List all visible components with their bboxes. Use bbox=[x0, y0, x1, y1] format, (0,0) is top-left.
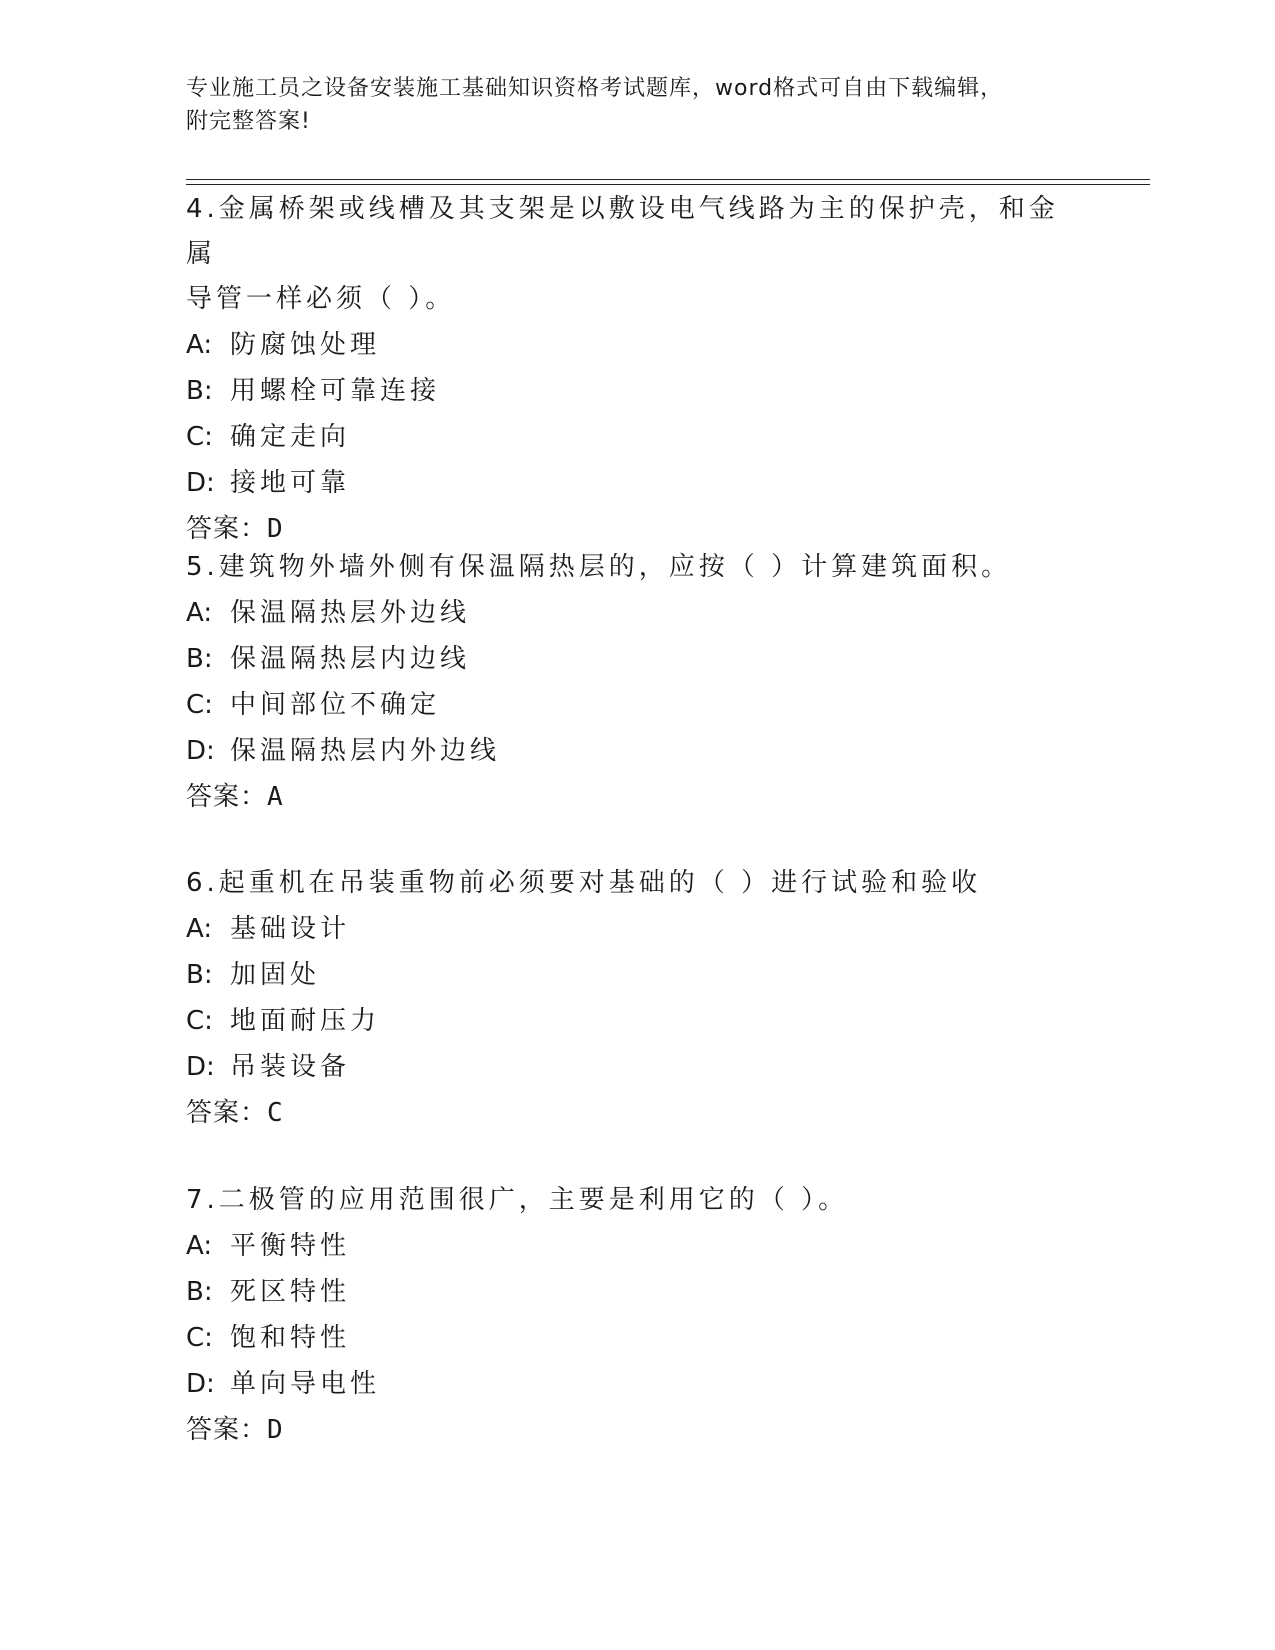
option-d bbox=[186, 460, 1086, 506]
answer-label: 答案： bbox=[186, 1098, 268, 1128]
answer-label: 答案： bbox=[186, 1415, 268, 1445]
option-text: 加固处 bbox=[230, 960, 321, 990]
option-letter: C: bbox=[186, 690, 213, 720]
question-6 bbox=[186, 861, 1086, 1136]
option-letter: B: bbox=[186, 376, 213, 406]
option-letter: D: bbox=[186, 1369, 215, 1399]
option-b bbox=[186, 636, 1086, 682]
option-text: 地面耐压力 bbox=[230, 1006, 381, 1036]
answer-label: 答案： bbox=[186, 782, 268, 812]
option-text: 吊装设备 bbox=[230, 1052, 351, 1082]
option-letter: A: bbox=[186, 598, 213, 628]
answer-value: C bbox=[267, 1098, 284, 1128]
option-b bbox=[186, 368, 1086, 414]
option-text: 死区特性 bbox=[230, 1277, 351, 1307]
option-letter: B: bbox=[186, 960, 213, 990]
option-text: 接地可靠 bbox=[230, 468, 351, 498]
option-letter: D: bbox=[186, 468, 215, 498]
option-text: 确定走向 bbox=[230, 422, 351, 452]
question-7 bbox=[186, 1178, 1086, 1453]
option-text: 中间部位不确定 bbox=[230, 690, 441, 720]
option-letter: B: bbox=[186, 644, 213, 674]
option-a bbox=[186, 322, 1086, 368]
question-text-line-1: 7.二极管的应用范围很广，主要是利用它的（ ）。 bbox=[186, 1185, 849, 1215]
option-letter: D: bbox=[186, 1052, 215, 1082]
question-text-line-1: 4.金属桥架或线槽及其支架是以敷设电气线路为主的保护壳，和金属 bbox=[186, 194, 1059, 269]
answer bbox=[186, 774, 1086, 820]
option-a bbox=[186, 590, 1086, 636]
option-text: 基础设计 bbox=[230, 914, 351, 944]
question-text-line-1: 5.建筑物外墙外侧有保温隔热层的，应按（ ）计算建筑面积。 bbox=[186, 552, 1012, 582]
option-c bbox=[186, 414, 1086, 460]
option-d bbox=[186, 1361, 1086, 1407]
question-text-line-1: 6.起重机在吊装重物前必须要对基础的（ ）进行试验和验收 bbox=[186, 868, 982, 898]
header-divider-top bbox=[186, 179, 1150, 180]
document-header bbox=[186, 72, 1086, 138]
option-letter: A: bbox=[186, 330, 213, 360]
answer bbox=[186, 1407, 1086, 1453]
option-letter: A: bbox=[186, 1231, 213, 1261]
option-text: 平衡特性 bbox=[230, 1231, 351, 1261]
option-b bbox=[186, 1269, 1086, 1315]
answer-label: 答案： bbox=[186, 514, 268, 544]
option-text: 保温隔热层内边线 bbox=[230, 644, 471, 674]
answer-value: D bbox=[267, 1415, 284, 1445]
option-b bbox=[186, 952, 1086, 998]
header-line-2: 附完整答案! bbox=[186, 109, 311, 134]
option-text: 用螺栓可靠连接 bbox=[230, 376, 441, 406]
answer bbox=[186, 1090, 1086, 1136]
option-c bbox=[186, 998, 1086, 1044]
option-letter: A: bbox=[186, 914, 213, 944]
option-text: 饱和特性 bbox=[230, 1323, 351, 1353]
option-letter: C: bbox=[186, 1006, 213, 1036]
option-letter: C: bbox=[186, 1323, 213, 1353]
option-letter: C: bbox=[186, 422, 213, 452]
answer-value: A bbox=[267, 782, 284, 812]
option-d bbox=[186, 1044, 1086, 1090]
option-text: 保温隔热层外边线 bbox=[230, 598, 471, 628]
option-letter: D: bbox=[186, 736, 215, 766]
option-text: 防腐蚀处理 bbox=[230, 330, 381, 360]
header-divider-bottom bbox=[186, 184, 1150, 185]
answer-value: D bbox=[267, 514, 284, 544]
question-5 bbox=[186, 545, 1086, 820]
option-a bbox=[186, 1223, 1086, 1269]
option-text: 保温隔热层内外边线 bbox=[230, 736, 501, 766]
option-a bbox=[186, 906, 1086, 952]
option-text: 单向导电性 bbox=[230, 1369, 381, 1399]
option-letter: B: bbox=[186, 1277, 213, 1307]
question-4 bbox=[186, 187, 1086, 552]
header-line-1: 专业施工员之设备安装施工基础知识资格考试题库，word格式可自由下载编辑， bbox=[186, 76, 1004, 101]
option-c bbox=[186, 1315, 1086, 1361]
question-text-line-2: 导管一样必须（ ）。 bbox=[186, 284, 456, 314]
option-c bbox=[186, 682, 1086, 728]
option-d bbox=[186, 728, 1086, 774]
